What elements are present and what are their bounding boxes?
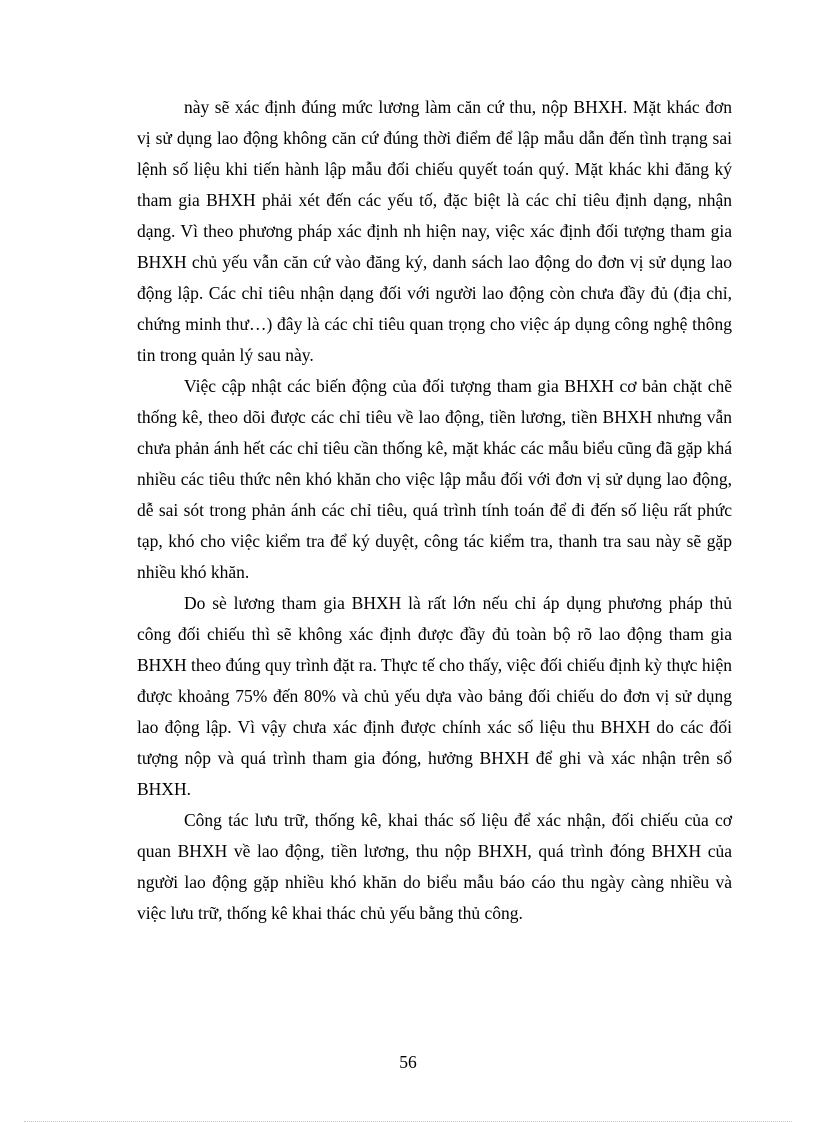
paragraph-2: Việc cập nhật các biến động của đối tượng tham gia BHXH cơ bản chặt chẽ thống kê, theo dõi được các chỉ tiêu về lao động, tiền lương, tiền BHXH nhưng vẫn chưa phản ánh hết các chỉ tiêu cần thống kê, mặt khác các mẫu biểu cũng đã gặp khá nhiều các tiêu thức nên khó khăn cho việc lập mẫu đối với đơn vị sử dụng lao động, dễ sai sót trong phản ánh các chỉ tiêu, quá trình tính toán để đi đến số liệu rất phức tạp, khó cho việc kiểm tra để ký duyệt, công tác kiểm tra, thanh tra sau này sẽ gặp nhiều khó khăn. xyxy=(137,376,732,582)
body-text xyxy=(137,92,732,929)
page-number: 56 xyxy=(399,1052,417,1072)
paragraph-1: này sẽ xác định đúng mức lương làm căn cứ thu, nộp BHXH. Mặt khác đơn vị sử dụng lao động không căn cứ đúng thời điểm để lập mẫu dẫn đến tình trạng sai lệnh số liệu khi tiến hành lập mẫu đối chiếu quyết toán quý. Mặt khác khi đăng ký tham gia BHXH phải xét đến các yếu tố, đặc biệt là các chỉ tiêu định dạng, nhận dạng. Vì theo phương pháp xác định nh hiện nay, việc xác định đối tượng tham gia BHXH chủ yếu vẫn căn cứ vào đăng ký, danh sách lao động do đơn vị sử dụng lao động lập. Các chỉ tiêu nhận dạng đối với người lao động còn chưa đầy đủ (địa chỉ, chứng minh thư…) đây là các chỉ tiêu quan trọng cho việc áp dụng công nghệ thông tin trong quản lý sau này. xyxy=(137,97,732,365)
paragraph-4: Công tác lưu trữ, thống kê, khai thác số liệu để xác nhận, đối chiếu của cơ quan BHXH về lao động, tiền lương, thu nộp BHXH, quá trình đóng BHXH của người lao động gặp nhiều khó khăn do biểu mẫu báo cáo thu ngày càng nhiều và việc lưu trữ, thống kê khai thác chủ yếu bằng thủ công. xyxy=(137,810,732,923)
page-bottom-divider xyxy=(24,1121,792,1122)
paragraph-3: Do sè lương tham gia BHXH là rất lớn nếu chỉ áp dụng phương pháp thủ công đối chiếu thì sẽ không xác định được đầy đủ toàn bộ rõ lao động tham gia BHXH theo đúng quy trình đặt ra. Thực tế cho thấy, việc đối chiếu định kỳ thực hiện được khoảng 75% đến 80% và chủ yếu dựa vào bảng đối chiếu do đơn vị sử dụng lao động lập. Vì vậy chưa xác định được chính xác số liệu thu BHXH do các đối tượng nộp và quá trình tham gia đóng, hưởng BHXH để ghi và xác nhận trên sổ BHXH. xyxy=(137,593,732,799)
